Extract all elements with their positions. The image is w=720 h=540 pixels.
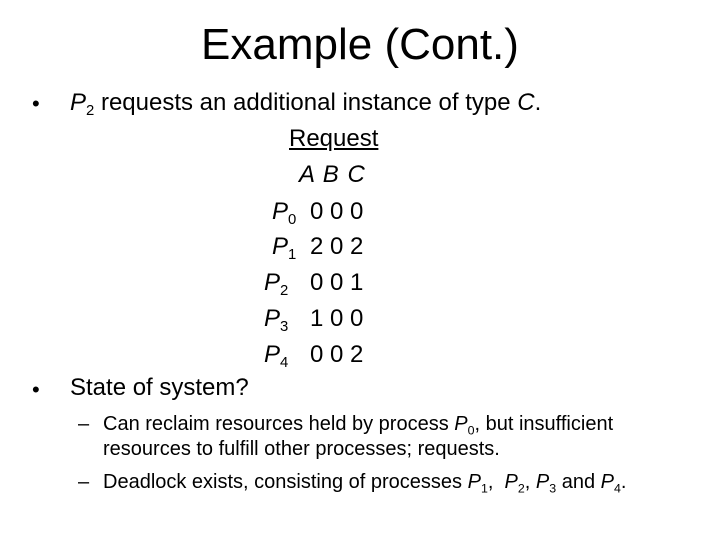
resource-type: C: [517, 89, 535, 116]
request-header: Request: [289, 125, 379, 152]
row-sub: 4: [280, 355, 289, 372]
row-values-4: 0 0 2: [310, 341, 364, 368]
row-values-3: 1 0 0: [310, 305, 364, 332]
row-label-2: [264, 269, 289, 300]
slide-title: Example (Cont.): [201, 20, 519, 69]
row-sub: 3: [280, 319, 289, 336]
sub-bullet-2-end: .: [620, 471, 627, 493]
row-p: P: [272, 198, 289, 225]
bullet-marker-2: •: [32, 377, 40, 402]
dash-marker-1: –: [78, 413, 90, 435]
dash-marker-2: –: [78, 471, 90, 493]
sub-bullet-1-text-b: , but insufficient: [474, 413, 614, 435]
process-p: P: [535, 471, 550, 493]
process-subscript: 2: [86, 103, 95, 120]
process-subscript: 4: [613, 481, 621, 496]
process-p: P: [70, 89, 87, 116]
row-values-1: 2 0 2: [310, 233, 364, 260]
sub-bullet-1-line-2: resources to fulfill other processes; requests.: [103, 438, 500, 460]
process-subscript: 1: [480, 481, 488, 496]
row-label-0: [272, 198, 297, 229]
row-values-0: 0 0 0: [310, 198, 364, 225]
row-p: P: [264, 341, 281, 368]
row-p: P: [264, 305, 281, 332]
row-sub: 1: [288, 247, 297, 264]
bullet-1-text: requests an additional instance of type: [94, 89, 518, 116]
row-label-1: [272, 233, 297, 264]
separator: ,: [524, 471, 536, 493]
row-values-2: 0 0 1: [310, 269, 364, 296]
sub-bullet-2-text: Deadlock exists, consisting of processes: [103, 471, 468, 493]
sub-bullet-1-text-a: Can reclaim resources held by process: [103, 413, 455, 435]
separator: ,: [487, 471, 505, 493]
process-subscript: 2: [517, 481, 525, 496]
bullet-2: State of system?: [70, 374, 249, 401]
row-label-3: [264, 305, 289, 336]
process-p: P: [467, 471, 481, 493]
bullet-1-end: .: [534, 89, 542, 116]
process-p: P: [504, 471, 518, 493]
process-subscript: 0: [467, 423, 475, 438]
bullet-1: [70, 89, 542, 120]
sub-bullet-1: [103, 411, 613, 437]
bullet-marker-1: •: [32, 91, 40, 116]
process-subscript: 3: [549, 481, 557, 496]
process-p: P: [600, 471, 614, 493]
process-p: P: [454, 413, 468, 435]
row-p: P: [264, 269, 281, 296]
row-label-4: [264, 341, 289, 372]
row-sub: 2: [280, 283, 289, 300]
sub-bullet-2: [103, 469, 626, 495]
row-p: P: [272, 233, 289, 260]
row-sub: 0: [288, 212, 297, 229]
request-columns: A B C: [299, 161, 365, 188]
separator: and: [556, 471, 601, 493]
